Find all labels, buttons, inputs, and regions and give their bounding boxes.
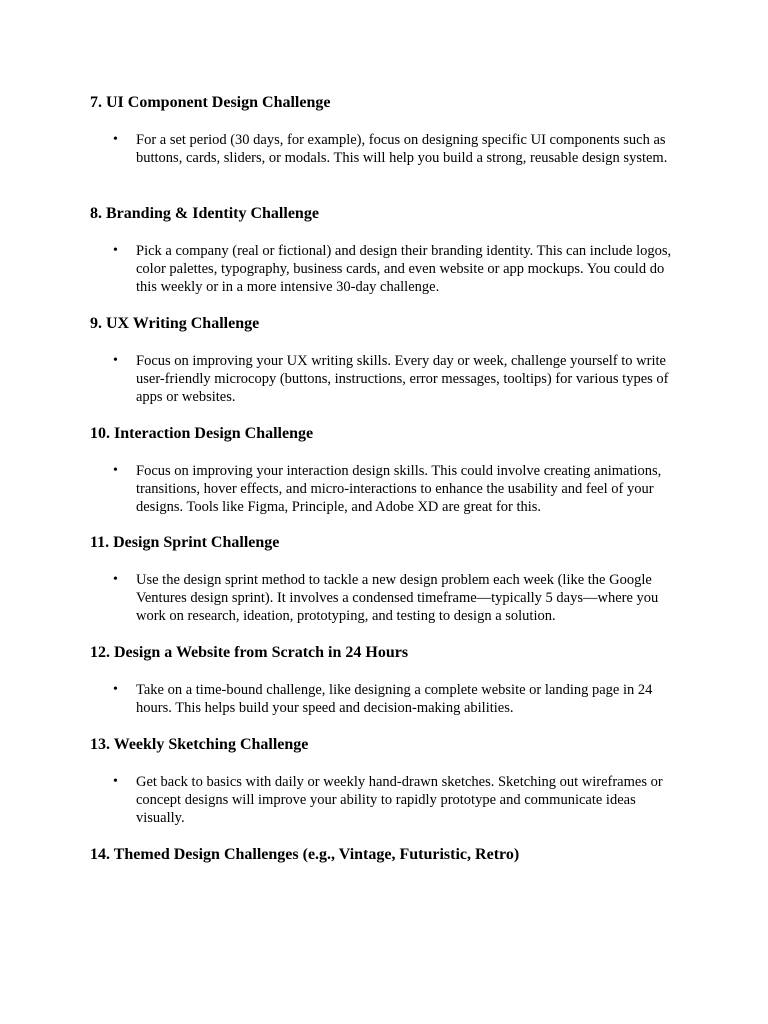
bullet-list (90, 242, 680, 296)
bullet-list (90, 352, 680, 406)
bullet-text: Focus on improving your interaction design skills. This could involve creating animations, transitions, hover effects, and micro-interactions to enhance the usability and feel of your designs. Tools like Figma, Principle, and Adobe XD are great for this. (136, 463, 662, 515)
bullet-icon: • (113, 132, 118, 147)
bullet-text: Get back to basics with daily or weekly hand-drawn sketches. Sketching out wireframes or concept designs will improve your ability to rapidly prototype and communicate ideas visually. (136, 774, 663, 826)
section-ux-writing (90, 314, 680, 406)
section-heading: 12. Design a Website from Scratch in 24 Hours (90, 644, 409, 661)
bullet-icon: • (113, 463, 118, 478)
section-heading: 14. Themed Design Challenges (e.g., Vintage, Futuristic, Retro) (90, 846, 520, 863)
bullet-list (90, 681, 680, 717)
section-heading: 8. Branding & Identity Challenge (90, 205, 319, 222)
section-themed-design (90, 845, 680, 865)
section-heading: 7. UI Component Design Challenge (90, 94, 331, 111)
bullet-list (90, 571, 680, 625)
bullet-icon: • (113, 572, 118, 587)
section-branding-identity (90, 204, 680, 296)
section-heading: 11. Design Sprint Challenge (90, 534, 280, 551)
bullet-text: For a set period (30 days, for example), focus on designing specific UI components such as buttons, cards, sliders, or modals. This will help you build a strong, reusable design system. (136, 132, 668, 166)
list-item (90, 571, 680, 625)
bullet-list (90, 462, 680, 516)
bullet-text: Take on a time-bound challenge, like designing a complete website or landing page in 24 hours. This helps build your speed and decision-making abilities. (136, 682, 653, 716)
section-heading: 10. Interaction Design Challenge (90, 425, 314, 442)
section-website-24-hours (90, 643, 680, 717)
bullet-text: Use the design sprint method to tackle a new design problem each week (like the Google Ventures design sprint). It involves a condensed timeframe—typically 5 days—where you work on research, ideation, prototyping, and testing to design a solution. (136, 572, 659, 624)
bullet-text: Pick a company (real or fictional) and design their branding identity. This can include logos, color palettes, typography, business cards, and even website or app mockups. You could do this weekly or in a more intensive 30-day challenge. (136, 243, 672, 295)
list-item (90, 462, 680, 516)
bullet-icon: • (113, 353, 118, 368)
bullet-list (90, 131, 680, 167)
list-item (90, 352, 680, 406)
section-interaction-design (90, 424, 680, 516)
bullet-icon: • (113, 682, 118, 697)
bullet-list (90, 773, 680, 827)
list-item (90, 242, 680, 296)
section-heading: 13. Weekly Sketching Challenge (90, 736, 309, 753)
bullet-icon: • (113, 774, 118, 789)
bullet-icon: • (113, 243, 118, 258)
section-weekly-sketching (90, 735, 680, 827)
bullet-text: Focus on improving your UX writing skills. Every day or week, challenge yourself to write user-friendly microcopy (buttons, instructions, error messages, tooltips) for various types of apps or websites. (136, 353, 669, 405)
list-item (90, 773, 680, 827)
list-item (90, 681, 680, 717)
section-design-sprint (90, 533, 680, 625)
section-ui-component (90, 93, 680, 167)
section-heading: 9. UX Writing Challenge (90, 315, 260, 332)
list-item (90, 131, 680, 167)
